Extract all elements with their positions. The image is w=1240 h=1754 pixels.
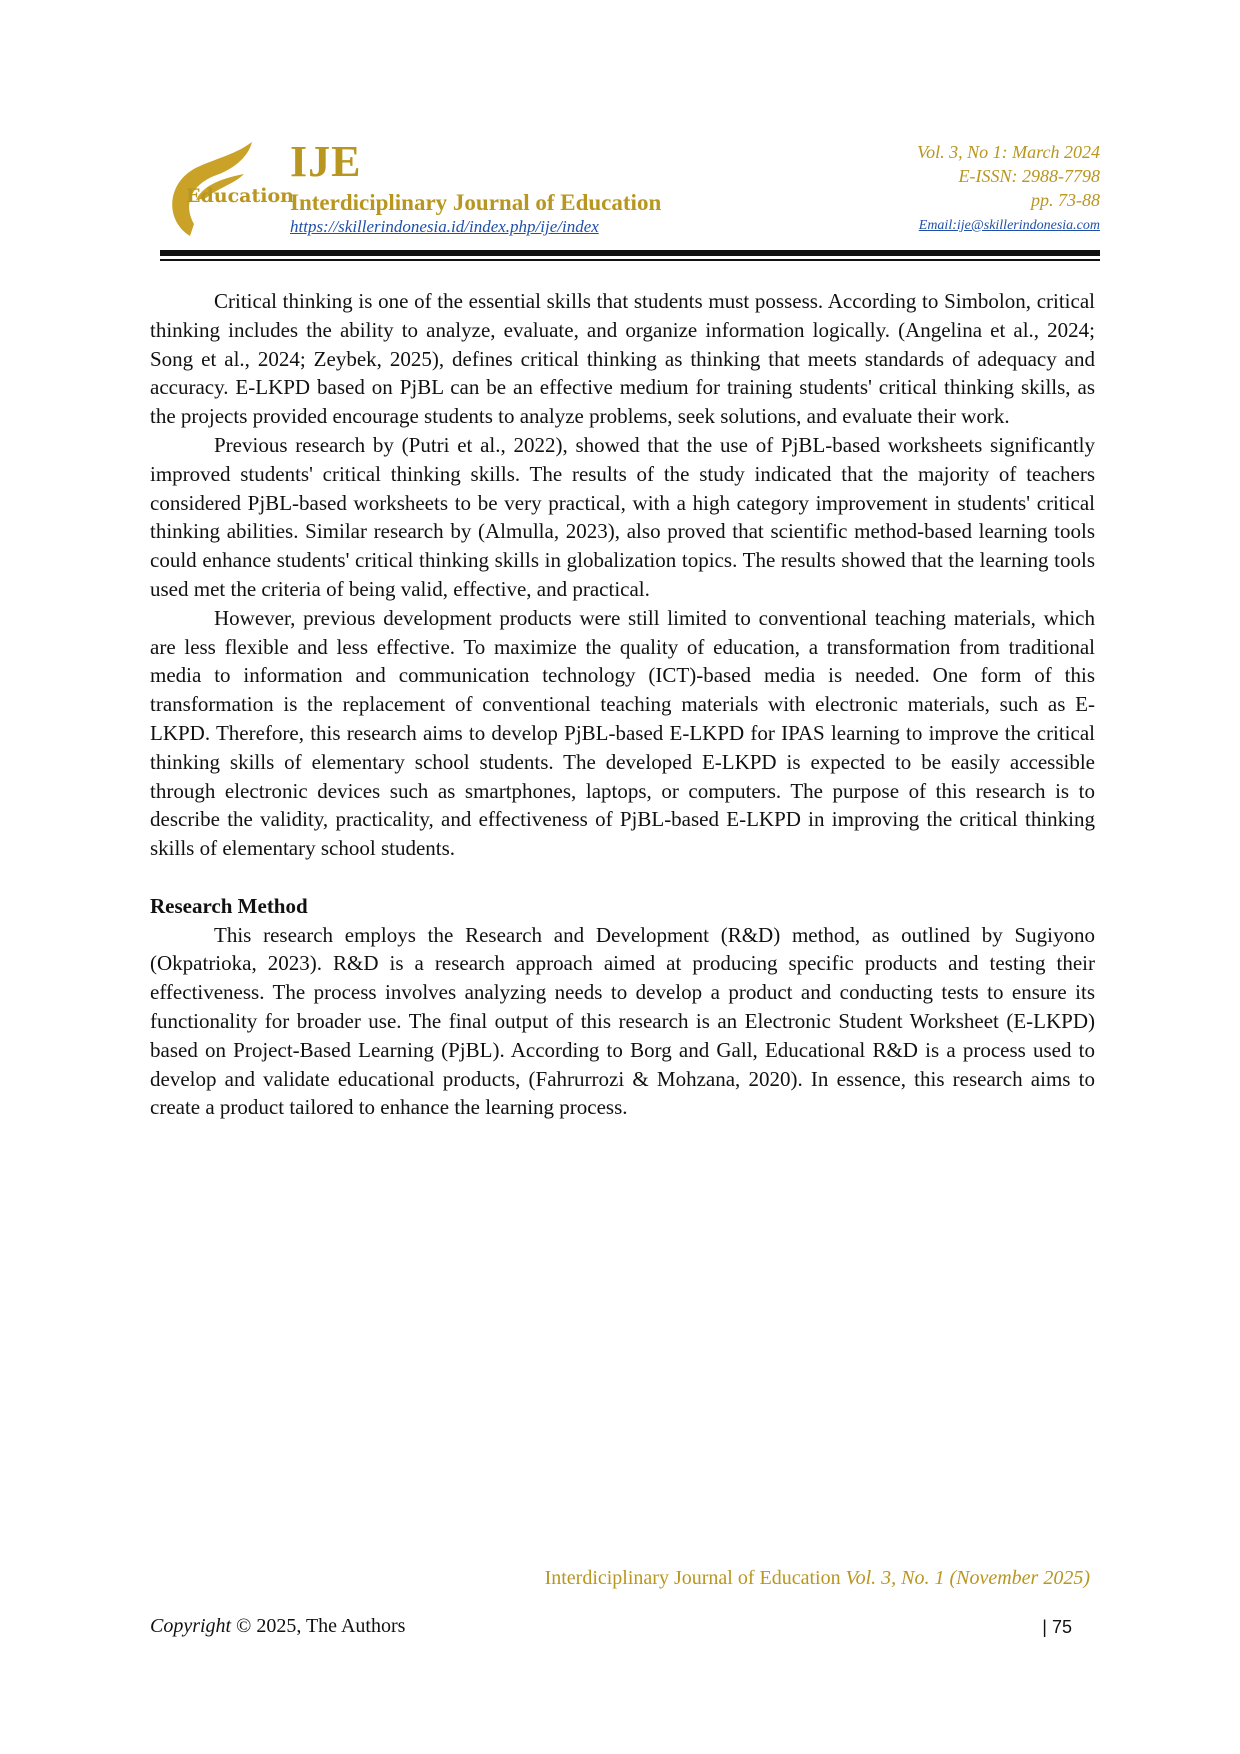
page-number: | 75 — [1042, 1617, 1072, 1637]
copyright-word: Copyright — [150, 1615, 232, 1637]
paragraph-4: This research employs the Research and Development (R&D) method, as outlined by Sugiyono (Okpatrioka, 2023). R&D is a research approach aimed at producing specific products and testing their effectiveness. The process involves analyzing needs to develop a product and conducting tests to ensure its functionality for broader use. The final output of this research is an Electronic Student Worksheet (E-LKPD) based on Project-Based Learning (PjBL). According to Borg and Gall, Educational R&D is a process used to develop and validate educational products, (Fahrurrozi & Mohzana, 2020). In essence, this research aims to create a product tailored to enhance the learning process. — [150, 922, 1095, 1120]
journal-logo — [160, 140, 294, 248]
copyright-notice — [150, 1615, 405, 1638]
footer-journal-name: Interdiciplinary Journal of Education — [544, 1567, 841, 1589]
issue-pages: pp. 73-88 — [1031, 190, 1100, 210]
svg-text:Education: Education — [186, 185, 294, 207]
issue-volume: Vol. 3, No 1: March 2024 — [917, 142, 1100, 162]
footer-journal-citation — [545, 1567, 1090, 1590]
journal-abbr: IJE — [290, 137, 362, 186]
footer-volume: Vol. 3, No. 1 (November 2025) — [845, 1567, 1090, 1589]
paragraph-2: Previous research by (Putri et al., 2022), showed that the use of PjBL-based worksheets significantly improved students' critical thinking skills. The results of the study indicated that the majority of teachers considered PjBL-based worksheets to be very practical, with a high category improvement in students' critical thinking abilities. Similar research by (Almulla, 2023), also proved that scientific method-based learning tools could enhance students' critical thinking skills in globalization topics. The results showed that the learning tools used met the criteria of being valid, effective, and practical. — [150, 432, 1095, 601]
article-body — [150, 287, 1095, 1122]
journal-url-link[interactable]: https://skillerindonesia.id/index.php/ije/index — [290, 217, 599, 236]
issue-eissn: E-ISSN: 2988-7798 — [958, 166, 1100, 186]
header-divider-thick — [160, 250, 1100, 256]
journal-name: Interdiciplinary Journal of Education — [290, 190, 662, 215]
copyright-text: © 2025, The Authors — [236, 1615, 406, 1637]
journal-email-link[interactable]: Email:ije@skillerindonesia.com — [918, 218, 1100, 233]
header-divider-thin — [160, 259, 1100, 261]
journal-title-block — [290, 137, 662, 238]
issue-meta — [917, 140, 1100, 238]
paragraph-3: However, previous development products were still limited to conventional teaching materials, which are less flexible and less effective. To maximize the quality of education, a transformation from traditional media to information and communication technology (ICT)-based media is needed. One form of this transformation is the replacement of conventional teaching materials with electronic materials, such as E-LKPD. Therefore, this research aims to develop PjBL-based E-LKPD for IPAS learning to improve the critical thinking skills of elementary school students. The developed E-LKPD is expected to be easily accessible through electronic devices such as smartphones, laptops, or computers. The purpose of this research is to describe the validity, practicality, and effectiveness of PjBL-based E-LKPD in improving the critical thinking skills of elementary school students. — [150, 605, 1095, 861]
section-heading-research-method: Research Method — [150, 893, 308, 918]
paragraph-1: Critical thinking is one of the essential skills that students must possess. According to Simbolon, critical thinking includes the ability to analyze, evaluate, and organize information logically. (Angelina et al., 2024; Song et al., 2024; Zeybek, 2025), defines critical thinking as thinking that meets standards of adequacy and accuracy. E-LKPD based on PjBL can be an effective medium for training students' critical thinking skills, as the projects provided encourage students to analyze problems, seek solutions, and evaluate their work. — [150, 289, 1095, 429]
